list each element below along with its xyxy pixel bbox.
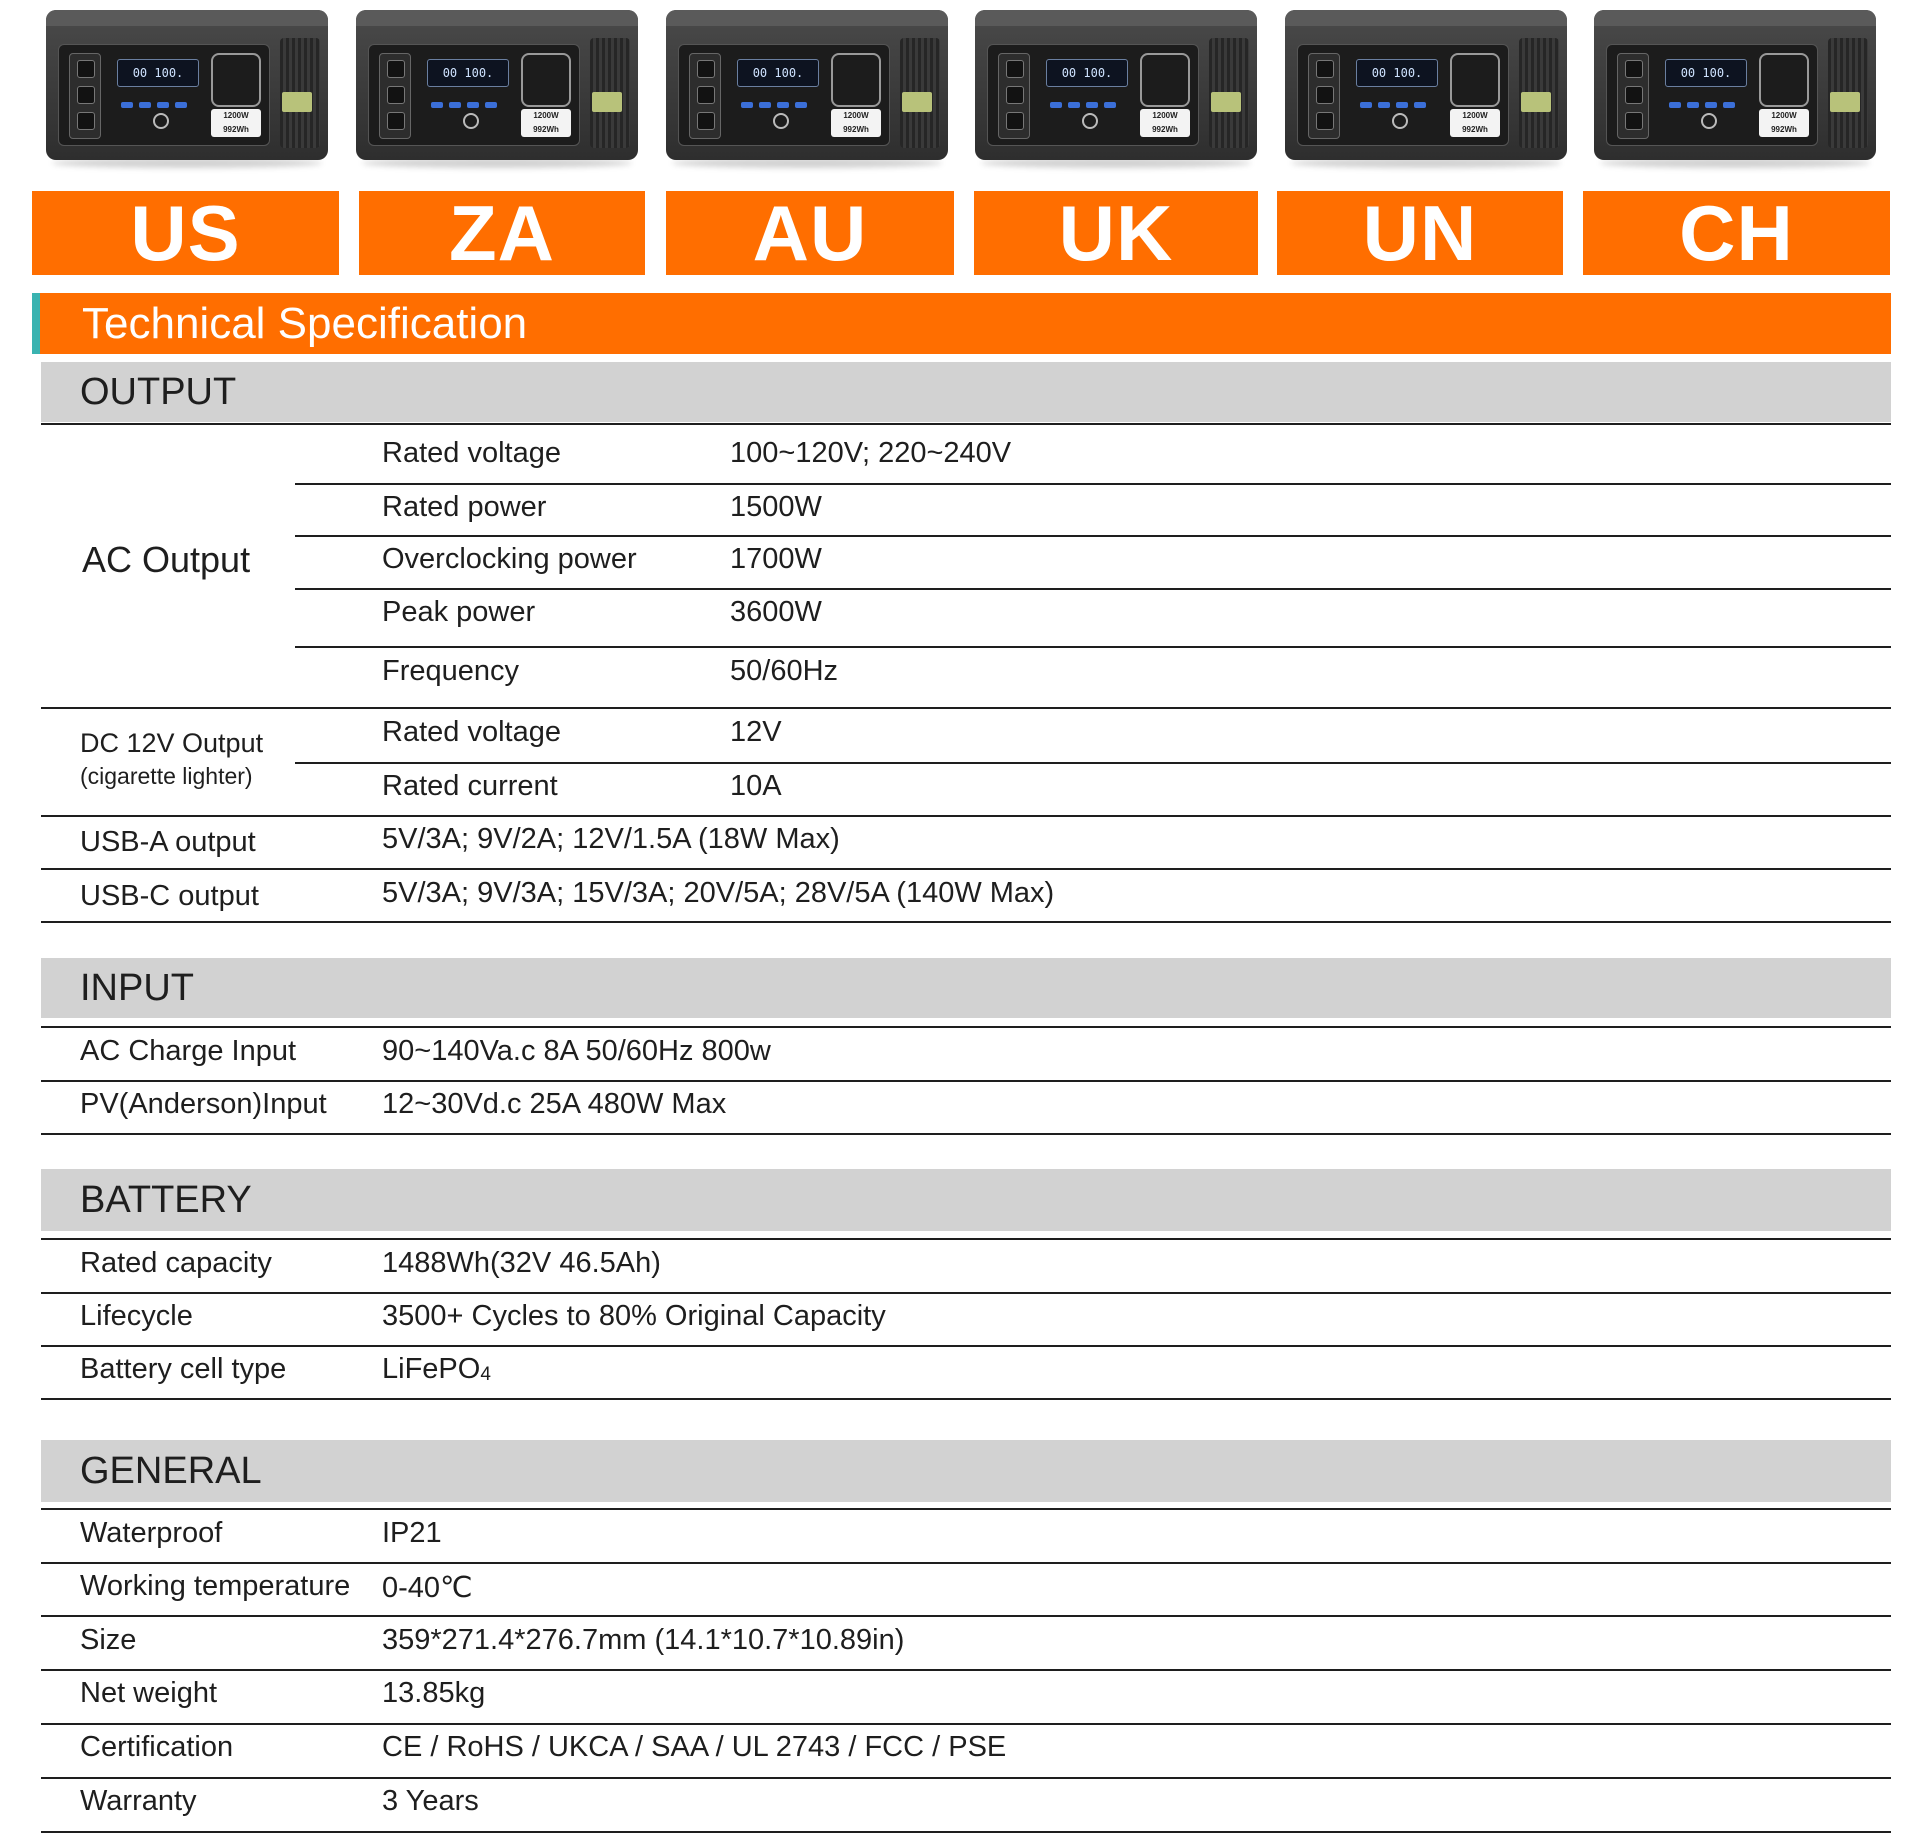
spec-value: 12~30Vd.c 25A 480W Max <box>382 1088 727 1120</box>
spec-value: 5V/3A; 9V/2A; 12V/1.5A (18W Max) <box>382 823 840 855</box>
rating-label: 1200W 992Wh <box>1450 109 1500 137</box>
divider <box>295 483 1891 485</box>
spec-value: CE / RoHS / UKCA / SAA / UL 2743 / FCC / PSE <box>382 1731 1007 1763</box>
control-panel <box>987 44 1199 146</box>
spec-name: Rated voltage <box>382 716 561 748</box>
spec-value: 5V/3A; 9V/3A; 15V/3A; 20V/5A; 28V/5A (140W Max) <box>382 877 1055 909</box>
spec-name: Certification <box>80 1731 234 1763</box>
spec-name: PV(Anderson)Input <box>80 1088 327 1120</box>
spec-value-cell-type: LiFePO4 <box>382 1353 491 1385</box>
display-screen: 00 100. <box>737 59 819 87</box>
divider <box>41 868 1891 870</box>
display-screen: 00 100. <box>427 59 509 87</box>
spec-value: IP21 <box>382 1517 442 1549</box>
divider <box>41 1238 1891 1240</box>
divider <box>41 1615 1891 1617</box>
spec-name: Overclocking power <box>382 543 637 575</box>
divider <box>295 646 1891 648</box>
divider <box>41 1777 1891 1779</box>
rating-label: 1200W 992Wh <box>211 109 261 137</box>
control-panel <box>1606 44 1818 146</box>
page-title: Technical Specification <box>82 299 528 348</box>
anderson-port-icon <box>1521 92 1551 112</box>
ac-outlet-icon <box>998 53 1030 139</box>
region-un: UN <box>1277 191 1563 275</box>
spec-name: Net weight <box>80 1677 218 1709</box>
power-button-icon <box>1082 113 1098 129</box>
divider <box>41 1026 1891 1028</box>
divider <box>295 535 1891 537</box>
display-screen: 00 100. <box>117 59 199 87</box>
divider <box>41 707 1891 709</box>
divider <box>41 815 1891 817</box>
spec-value: 1488Wh(32V 46.5Ah) <box>382 1247 661 1279</box>
divider <box>41 921 1891 923</box>
region-us: US <box>32 191 339 275</box>
usb-ports-icon <box>741 95 821 105</box>
spec-name: AC Charge Input <box>80 1035 297 1067</box>
spec-name: Lifecycle <box>80 1300 193 1332</box>
ac-outlet-icon <box>69 53 101 139</box>
power-station-image <box>1285 10 1567 172</box>
spec-value: 0-40℃ <box>382 1572 473 1604</box>
spec-name: Size <box>80 1624 137 1656</box>
divider <box>41 1831 1891 1833</box>
dc-output-sublabel: (cigarette lighter) <box>80 763 253 789</box>
spec-name: Waterproof <box>80 1517 223 1549</box>
spec-value: 10A <box>730 770 782 802</box>
power-station-image <box>1594 10 1876 172</box>
divider <box>41 1398 1891 1400</box>
spec-name: Rated current <box>382 770 558 802</box>
spec-name: Rated voltage <box>382 437 561 469</box>
dc-port-icon <box>1759 53 1809 107</box>
divider <box>41 1345 1891 1347</box>
spec-value: 3500+ Cycles to 80% Original Capacity <box>382 1300 886 1332</box>
usb-ports-icon <box>121 95 201 105</box>
power-station-image <box>975 10 1257 172</box>
spec-value: 359*271.4*276.7mm (14.1*10.7*10.89in) <box>382 1624 905 1656</box>
battery-heading: BATTERY <box>41 1169 1891 1231</box>
ac-outlet-icon <box>1308 53 1340 139</box>
spec-name: Frequency <box>382 655 520 687</box>
region-uk: UK <box>974 191 1258 275</box>
ac-output-label: AC Output <box>82 539 251 580</box>
spec-value: 12V <box>730 716 782 748</box>
output-heading: OUTPUT <box>41 362 1891 422</box>
spec-name: Battery cell type <box>80 1353 287 1385</box>
anderson-port-icon <box>282 92 312 112</box>
power-station-image <box>666 10 948 172</box>
spec-name: Peak power <box>382 596 536 628</box>
input-heading: INPUT <box>41 958 1891 1018</box>
spec-name: Rated capacity <box>80 1247 272 1279</box>
spec-value: 100~120V; 220~240V <box>730 437 1012 469</box>
power-button-icon <box>1701 113 1717 129</box>
usb-ports-icon <box>1050 95 1130 105</box>
rating-label: 1200W 992Wh <box>1759 109 1809 137</box>
spec-name: Warranty <box>80 1785 197 1817</box>
rating-label: 1200W 992Wh <box>1140 109 1190 137</box>
anderson-port-icon <box>592 92 622 112</box>
anderson-port-icon <box>1830 92 1860 112</box>
spec-name: Working temperature <box>80 1570 351 1602</box>
dc-output-label: DC 12V Output <box>80 728 264 758</box>
divider <box>295 762 1891 764</box>
ac-outlet-icon <box>1617 53 1649 139</box>
usb-ports-icon <box>1360 95 1440 105</box>
product-image-row <box>0 0 1920 180</box>
display-screen: 00 100. <box>1046 59 1128 87</box>
dc-port-icon <box>211 53 261 107</box>
dc-port-icon <box>831 53 881 107</box>
power-button-icon <box>153 113 169 129</box>
power-station-image <box>46 10 328 172</box>
control-panel <box>368 44 580 146</box>
spec-value: 50/60Hz <box>730 655 839 687</box>
spec-value: 1500W <box>730 491 822 523</box>
anderson-port-icon <box>1211 92 1241 112</box>
title-accent-stripe <box>32 293 40 354</box>
region-au: AU <box>666 191 954 275</box>
divider <box>41 1669 1891 1671</box>
display-screen: 00 100. <box>1356 59 1438 87</box>
section-title-bar <box>32 293 1891 354</box>
divider <box>295 588 1891 590</box>
anderson-port-icon <box>902 92 932 112</box>
control-panel <box>1297 44 1509 146</box>
spec-name: USB-C output <box>80 880 259 912</box>
divider <box>41 1723 1891 1725</box>
divider <box>41 1508 1891 1510</box>
spec-value: 3600W <box>730 596 822 628</box>
control-panel <box>58 44 270 146</box>
divider <box>41 1080 1891 1082</box>
power-button-icon <box>463 113 479 129</box>
divider <box>41 1562 1891 1564</box>
spec-value: 1700W <box>730 543 822 575</box>
divider <box>41 1292 1891 1294</box>
control-panel <box>678 44 890 146</box>
display-screen: 00 100. <box>1665 59 1747 87</box>
rating-label: 1200W 992Wh <box>521 109 571 137</box>
dc-port-icon <box>1140 53 1190 107</box>
general-heading: GENERAL <box>41 1440 1891 1502</box>
spec-value: 3 Years <box>382 1785 479 1817</box>
rating-label: 1200W 992Wh <box>831 109 881 137</box>
divider <box>41 1133 1891 1135</box>
spec-name: Rated power <box>382 491 547 523</box>
dc-port-icon <box>521 53 571 107</box>
spec-value: 90~140Va.c 8A 50/60Hz 800w <box>382 1035 771 1067</box>
ac-outlet-icon <box>689 53 721 139</box>
spec-name: USB-A output <box>80 826 256 858</box>
power-button-icon <box>773 113 789 129</box>
region-za: ZA <box>359 191 645 275</box>
usb-ports-icon <box>1669 95 1749 105</box>
region-ch: CH <box>1583 191 1890 275</box>
usb-ports-icon <box>431 95 511 105</box>
power-station-image <box>356 10 638 172</box>
ac-outlet-icon <box>379 53 411 139</box>
power-button-icon <box>1392 113 1408 129</box>
dc-port-icon <box>1450 53 1500 107</box>
spec-value: 13.85kg <box>382 1677 486 1709</box>
divider <box>41 423 1891 425</box>
